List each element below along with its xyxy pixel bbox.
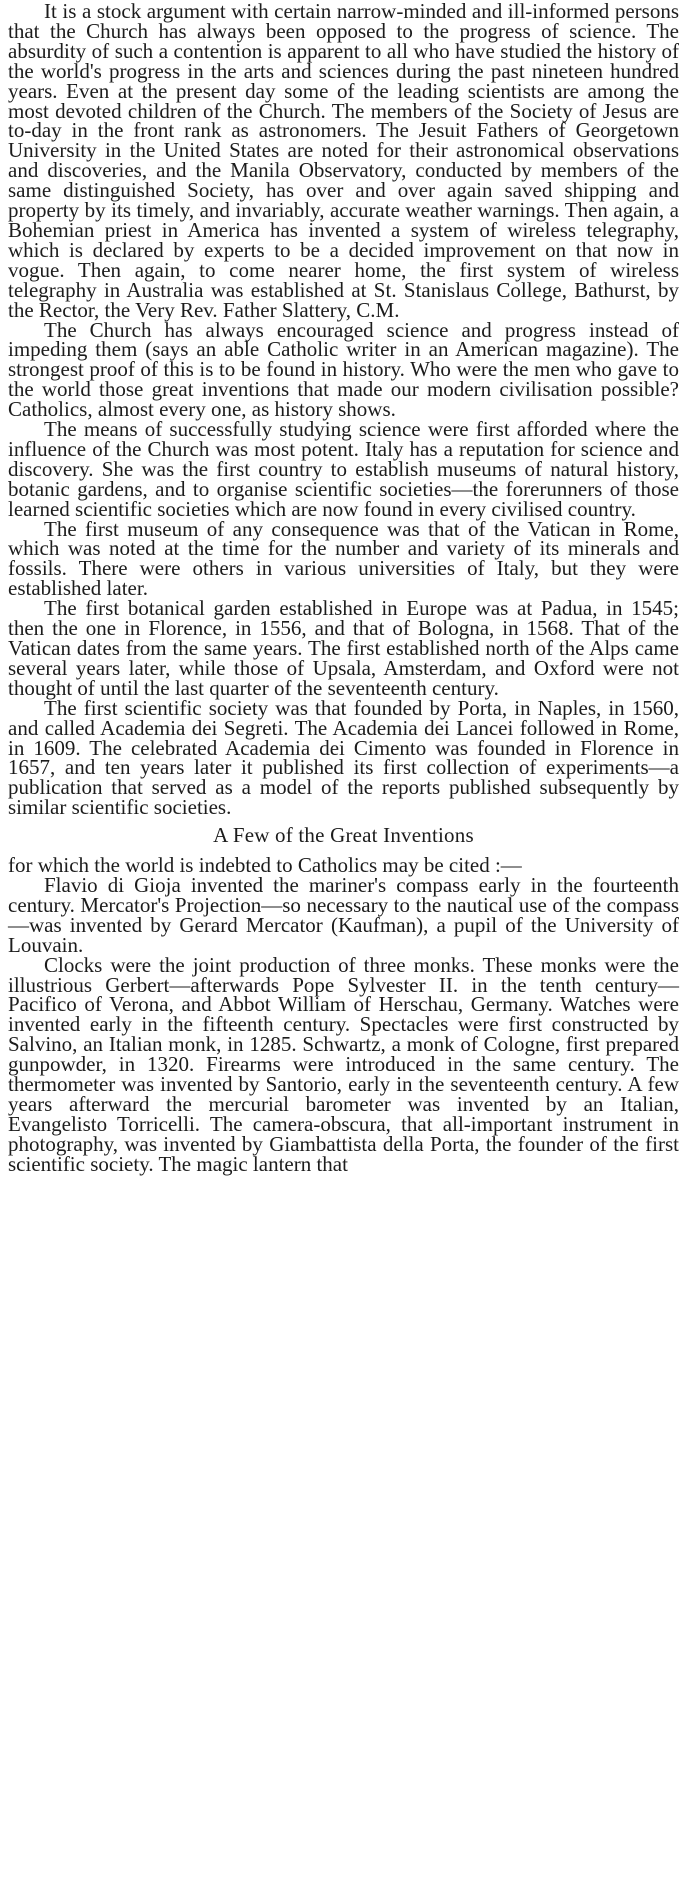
article-paragraph: The Church has always encouraged science and progress instead of impeding them (says an able Catholic writer in an American magazine). The strongest proof of this is to be found in history. Who were the men who gave to the world those great inventions that made our modern civilisation possible? Catholics, almost every one, as history shows. (8, 317, 679, 422)
heading-continuation-line: for which the world is indebted to Catholics may be cited :— (8, 853, 522, 878)
article-paragraph: The first scientific society was that founded by Porta, in Naples, in 1560, and called Academia dei Segreti. The Academia dei Lancei followed in Rome, in 1609. The celebrated Academia dei Cimento was founded in Florence in 1657, and ten years later it published its first collection of experiments—a publication that served as a model of the reports published subsequently by similar scientific societies. (8, 695, 679, 820)
section-heading: A Few of the Great Inventions (213, 823, 474, 848)
article-paragraph: The first museum of any consequence was that of the Vatican in Rome, which was noted at the time for the number and variety of its minerals and fossils. There were others in various universities of Italy, but they were established later. (8, 516, 679, 601)
article-paragraph: Clocks were the joint production of three monks. These monks were the illustrious Gerbert—afterwards Pope Sylvester II. in the tenth century—Pacifico of Verona, and Abbot William of Herschau, Germany. Watches were invented early in the fifteenth century. Spectacles were first constructed by Salvino, an Italian monk, in 1285. Schwartz, a monk of Cologne, first prepared gunpowder, in 1320. Firearms were introduced in the same century. The thermometer was invented by Santorio, early in the seventeenth century. A few years afterward the mercurial barometer was invented by an Italian, Evangelisto Torricelli. The camera-obscura, that all-important instrument in photography, was invented by Giambattista della Porta, the founder of the first scientific society. The magic lantern that (8, 952, 679, 1176)
article-paragraph: Flavio di Gioja invented the mariner's compass early in the fourteenth century. Mercator's Projection—so necessary to the nautical use of the compass—was invented by Gerard Mercator (Kaufman), a pupil of the University of Louvain. (8, 872, 679, 957)
article-paragraph: The first botanical garden established in Europe was at Padua, in 1545; then the one in Florence, in 1556, and that of Bologna, in 1568. That of the Vatican dates from the same years. The first established north of the Alps came several years later, while those of Upsala, Amsterdam, and Oxford were not thought of until the last quarter of the seventeenth century. (8, 596, 679, 700)
article-paragraph: The means of successfully studying science were first afforded where the influence of the Church was most potent. Italy has a reputation for science and discovery. She was the first country to establish museums of natural history, botanic gardens, and to organise scientific societies—the forerunners of those learned scientific societies which are now found in every civilised country. (8, 417, 679, 521)
article-paragraph: It is a stock argument with certain narrow-minded and ill-informed persons that the Church has always been opposed to the progress of science. The absurdity of such a contention is apparent to all who have studied the history of the world's progress in the arts and sciences during the past nineteen hundred years. Even at the present day some of the leading scientists are among the most devoted children of the Church. The members of the Society of Jesus are to-day in the front rank as astronomers. The Jesuit Fathers of Georgetown University in the United States are noted for their astronomical observations and discoveries, and the Manila Observatory, conducted by members of the same distinguished Society, has over and over again saved shipping and property by its timely, and invariably, accurate weather warnings. Then again, a Bohemian priest in America has invented a system of wireless telegraphy, which is declared by experts to be a decided improvement on that now in vogue. Then again, to come nearer home, the first system of wireless telegraphy in Australia was established at St. Stanislaus College, Bathurst, by the Rector, the Very Rev. Father Slattery, C.M. (8, 0, 679, 322)
